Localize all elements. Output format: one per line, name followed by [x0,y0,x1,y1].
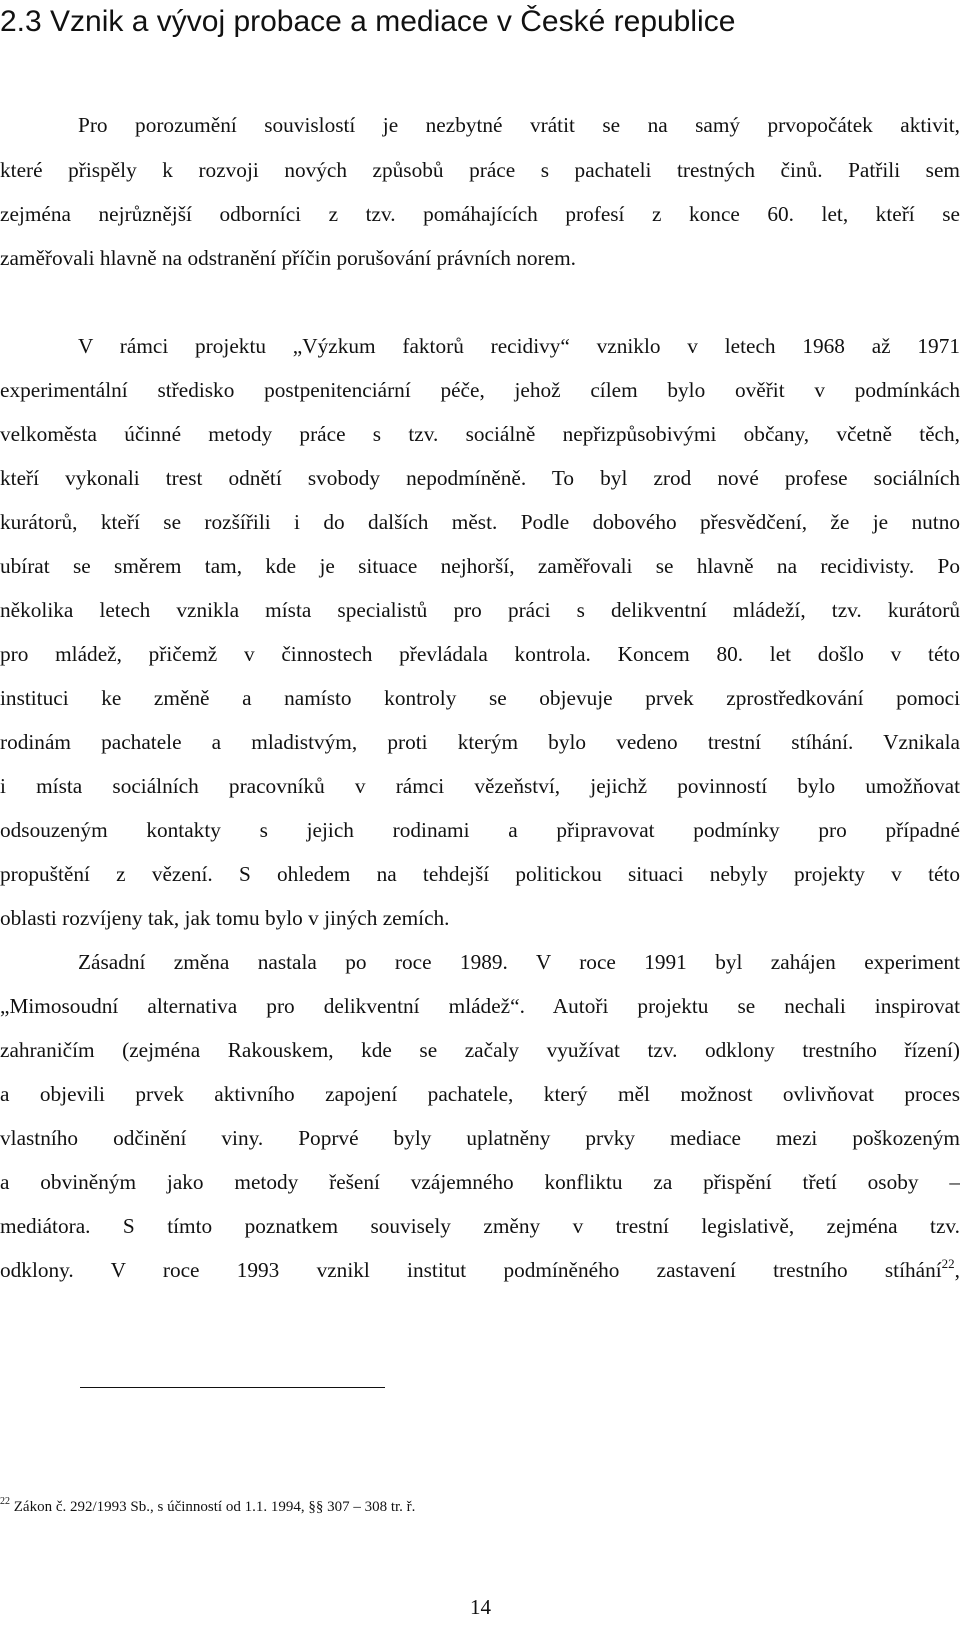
paragraph-2-line-1: V rámci projektu „Výzkum faktorů recidivy“ vzniklo v letech 1968 až 1971 [78,334,960,358]
footnote-number: 22 [0,1496,10,1507]
paragraph-2-line-10: rodinám pachatele a mladistvým, proti kterým bylo vedeno trestní stíhání. Vznikala [0,730,960,754]
section-heading: 2.3 Vznik a vývoj probace a mediace v České republice [0,5,736,38]
paragraph-2-line-11: i místa sociálních pracovníků v rámci vězeňství, jejichž povinností bylo umožňovat [0,774,960,798]
paragraph-2-line-9: instituci ke změně a namísto kontroly se objevuje prvek zprostředkování pomoci [0,686,960,710]
paragraph-2-line-2: experimentální středisko postpenitenciární péče, jehož cílem bylo ověřit v podmínkách [0,378,960,402]
paragraph-1-line-1: Pro porozumění souvislostí je nezbytné vrátit se na samý prvopočátek aktivit, [78,113,960,137]
paragraph-2-line-14: oblasti rozvíjeny tak, jak tomu bylo v jiných zemích. [0,906,450,930]
paragraph-2-line-6: ubírat se směrem tam, kde je situace nejhorší, zaměřovali se hlavně na recidivisty. Po [0,554,960,578]
paragraph-2-line-13: propuštění z vězení. S ohledem na tehdejší politickou situaci nebyly projekty v této [0,862,960,886]
footnote-separator [80,1387,385,1388]
paragraph-1-line-2: které přispěly k rozvoji nových způsobů práce s pachateli trestných činů. Patřili sem [0,158,960,182]
paragraph-3-line-3: zahraničím (zejména Rakouskem, kde se začaly využívat tzv. odklony trestního řízení) [0,1038,960,1062]
paragraph-1-line-4: zaměřovali hlavně na odstranění příčin porušování právních norem. [0,246,577,270]
paragraph-3-line-8-suffix: , [954,1258,960,1282]
paragraph-3-line-8-text: odklony. V roce 1993 vznikl institut podmíněného zastavení trestního stíhání [0,1258,942,1282]
paragraph-3-line-7: mediátora. S tímto poznatkem souvisely změny v trestní legislativě, zejména tzv. [0,1214,960,1238]
paragraph-2-line-12: odsouzeným kontakty s jejich rodinami a připravovat podmínky pro případné [0,818,960,842]
paragraph-2-line-7: několika letech vznikla místa specialistů pro práci s delikventní mládeží, tzv. kurátorů [0,598,960,622]
paragraph-2-line-8: pro mládež, přičemž v činnostech převládala kontrola. Koncem 80. let došlo v této [0,642,960,666]
paragraph-2-line-4: kteří vykonali trest odnětí svobody nepodmíněně. To byl zrod nové profese sociálních [0,466,960,490]
paragraph-3-line-6: a obviněným jako metody řešení vzájemného konfliktu za přispění třetí osoby – [0,1170,960,1194]
paragraph-3-line-8 [0,1255,960,1285]
paragraph-3-line-1: Zásadní změna nastala po roce 1989. V roce 1991 byl zahájen experiment [78,950,960,974]
paragraph-3-line-4: a objevili prvek aktivního zapojení pachatele, který měl možnost ovlivňovat proces [0,1082,960,1106]
paragraph-1-line-3: zejména nejrůznější odborníci z tzv. pomáhajících profesí z konce 60. let, kteří se [0,202,960,226]
paragraph-3-line-5: vlastního odčinění viny. Poprvé byly uplatněny prvky mediace mezi poškozeným [0,1126,960,1150]
footnote [0,1497,415,1517]
paragraph-2-line-3: velkoměsta účinné metody práce s tzv. sociálně nepřizpůsobivými občany, včetně těch, [0,422,960,446]
page-number: 14 [470,1595,491,1619]
footnote-text: Zákon č. 292/1993 Sb., s účinností od 1.1. 1994, §§ 307 – 308 tr. ř. [10,1499,416,1515]
footnote-reference[interactable]: 22 [941,1256,955,1271]
paragraph-3-line-2: „Mimosoudní alternativa pro delikventní mládež“. Autoři projektu se nechali inspirovat [0,994,960,1018]
paragraph-2-line-5: kurátorů, kteří se rozšířili i do dalších měst. Podle dobového přesvědčení, že je nutno [0,510,960,534]
